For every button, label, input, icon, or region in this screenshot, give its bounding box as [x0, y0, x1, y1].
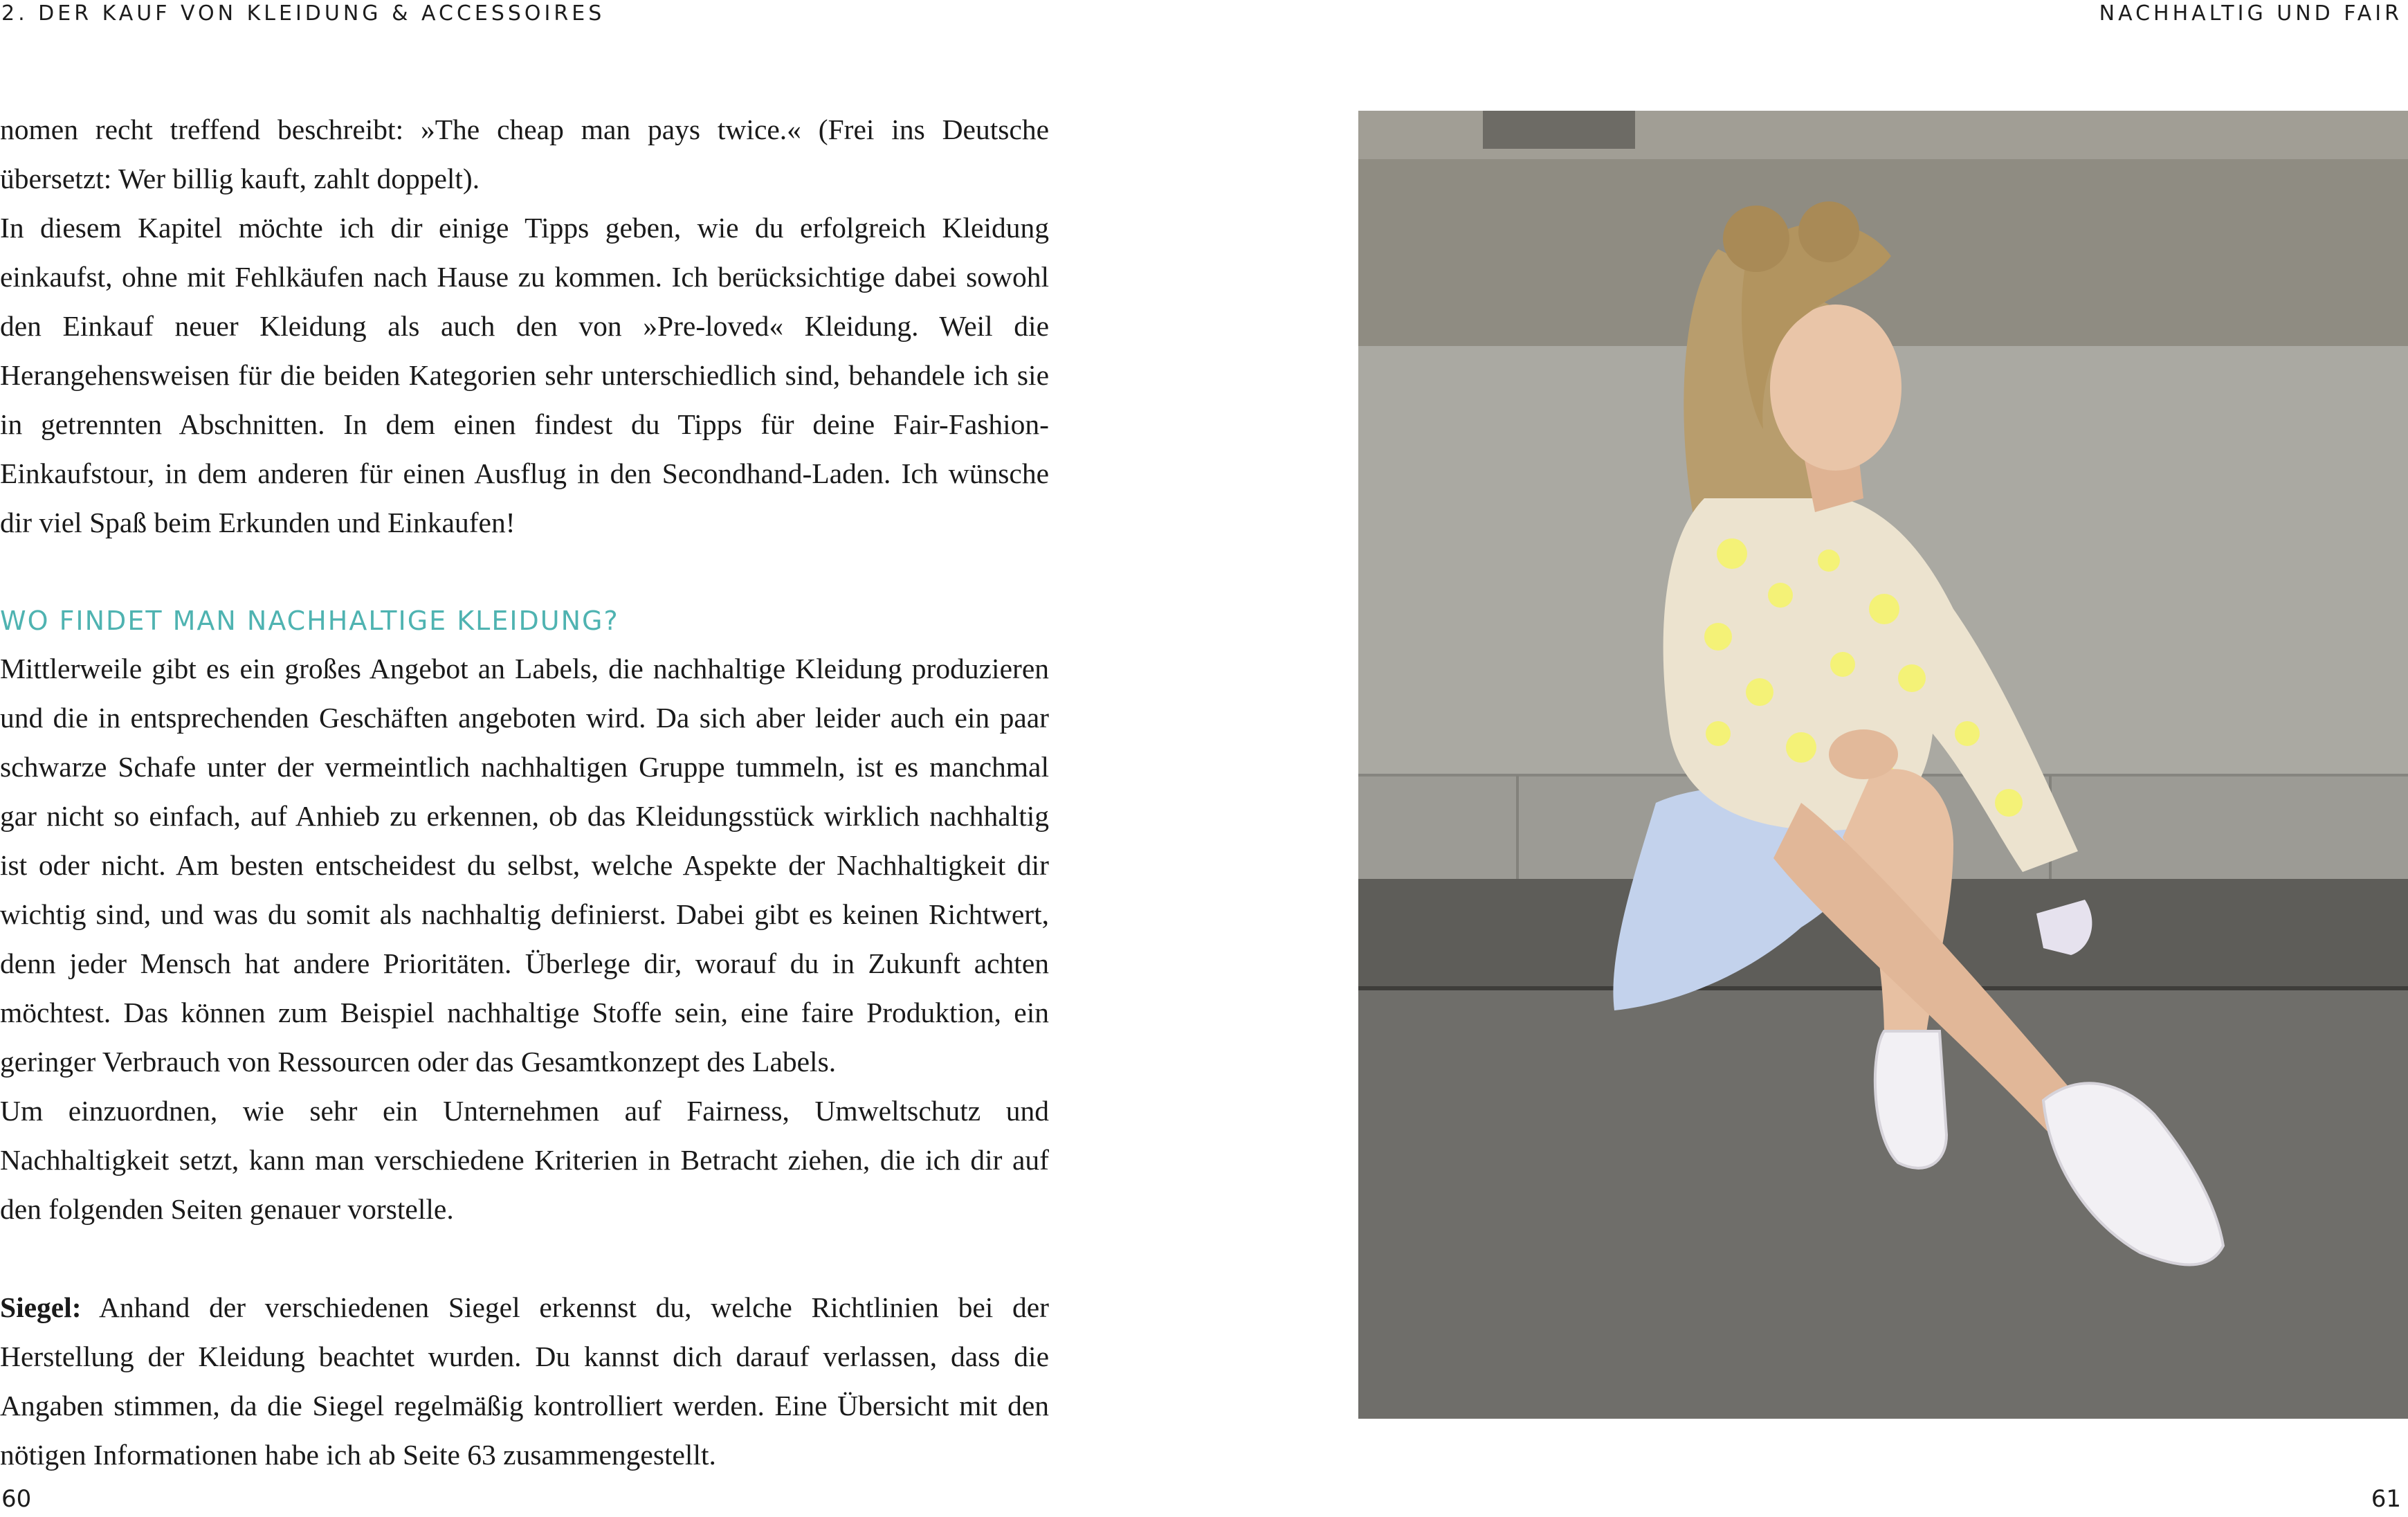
body-text-column: [0, 105, 1049, 1480]
paragraph-siegel: [0, 1283, 1049, 1480]
siegel-text: Anhand der verschiedenen Siegel erkennst du, welche Richtlinien bei der Herstellung der Kleidung beachtet wurden. Du kannst dich darauf verlassen, dass die Angaben stimmen, da die Siegel regelmäßig kontrolliert werden. Eine Übersicht mit den nötigen Informationen habe ich ab Seite 63 zusammengestellt.: [0, 1291, 1049, 1471]
running-head-title: NACHHALTIG UND FAIR: [2099, 1, 2402, 26]
paragraph-section-1: Mittlerweile gibt es ein großes Angebot an Labels, die nachhaltige Kleidung produzieren und die in entsprechenden Geschäften angeboten wird. Da sich aber leider auch ein paar schwarze Schafe unter der vermeintlich nachhaltigen Gruppe tummeln, ist es manchmal gar nicht so einfach, auf Anhieb zu erkennen, ob das Kleidungsstück wirklich nachhaltig ist oder nicht. Am besten entscheidest du selbst, welche Aspekte der Nachhaltigkeit dir wichtig sind, und was du somit als nachhaltig definierst. Dabei gibt es keinen Richtwert, denn jeder Mensch hat andere Prioritäten. Überlege dir, worauf du in Zukunft achten möchtest. Das können zum Beispiel nachhaltige Stoffe sein, eine faire Produktion, ein geringer Verbrauch von Ressourcen oder das Gesamtkonzept des Labels.: [0, 653, 1049, 1078]
hair-bun-left: [1723, 206, 1789, 272]
siegel-term: Siegel:: [0, 1291, 82, 1323]
page-number-right: 61: [2371, 1485, 2401, 1513]
paragraph-intro-2: In diesem Kapitel möchte ich dir einige Tipps geben, wie du erfolgreich Kleidung einkaufst, ohne mit Fehlkäufen nach Hause zu kommen. Ich berücksichtige dabei sowohl den Einkauf neuer Kleidung als auch den von »Pre-loved« Kleidung. Weil die Herangehensweisen für die beiden Kategorien sehr unterschiedlich sind, behandele ich sie in getrennten Abschnitten. In dem einen findest du Tipps für deine Fair-Fashion-Einkaufstour, in dem anderen für einen Ausflug in den Secondhand-Laden. Ich wünsche dir viel Spaß beim Erkunden und Einkaufen!: [0, 212, 1049, 538]
fashion-photo: [1358, 111, 2408, 1419]
page-number-left: 60: [1, 1485, 32, 1513]
paragraph-spacer: [0, 1234, 1049, 1283]
face: [1770, 305, 1901, 471]
section-heading: WO FINDET MAN NACHHALTIGE KLEIDUNG?: [0, 606, 619, 636]
paragraph-section-2: Um einzuordnen, wie sehr ein Unternehmen auf Fairness, Umweltschutz und Nachhaltigkeit setzt, kann man verschiedene Kriterien in Betracht ziehen, die ich dir auf den folgenden Seiten genauer vorstelle.: [0, 1095, 1049, 1225]
running-head-chapter: 2. DER KAUF VON KLEIDUNG & ACCESSOIRES: [1, 1, 605, 26]
wall-fixture: [1483, 111, 1635, 149]
paragraph-intro-1: nomen recht treffend beschreibt: »The cheap man pays twice.« (Frei ins Deutsche übersetzt: Wer billig kauft, zahlt doppelt).: [0, 113, 1049, 194]
fashion-photo-illustration: [1358, 111, 2408, 1419]
hair-bun-right: [1798, 201, 1859, 262]
